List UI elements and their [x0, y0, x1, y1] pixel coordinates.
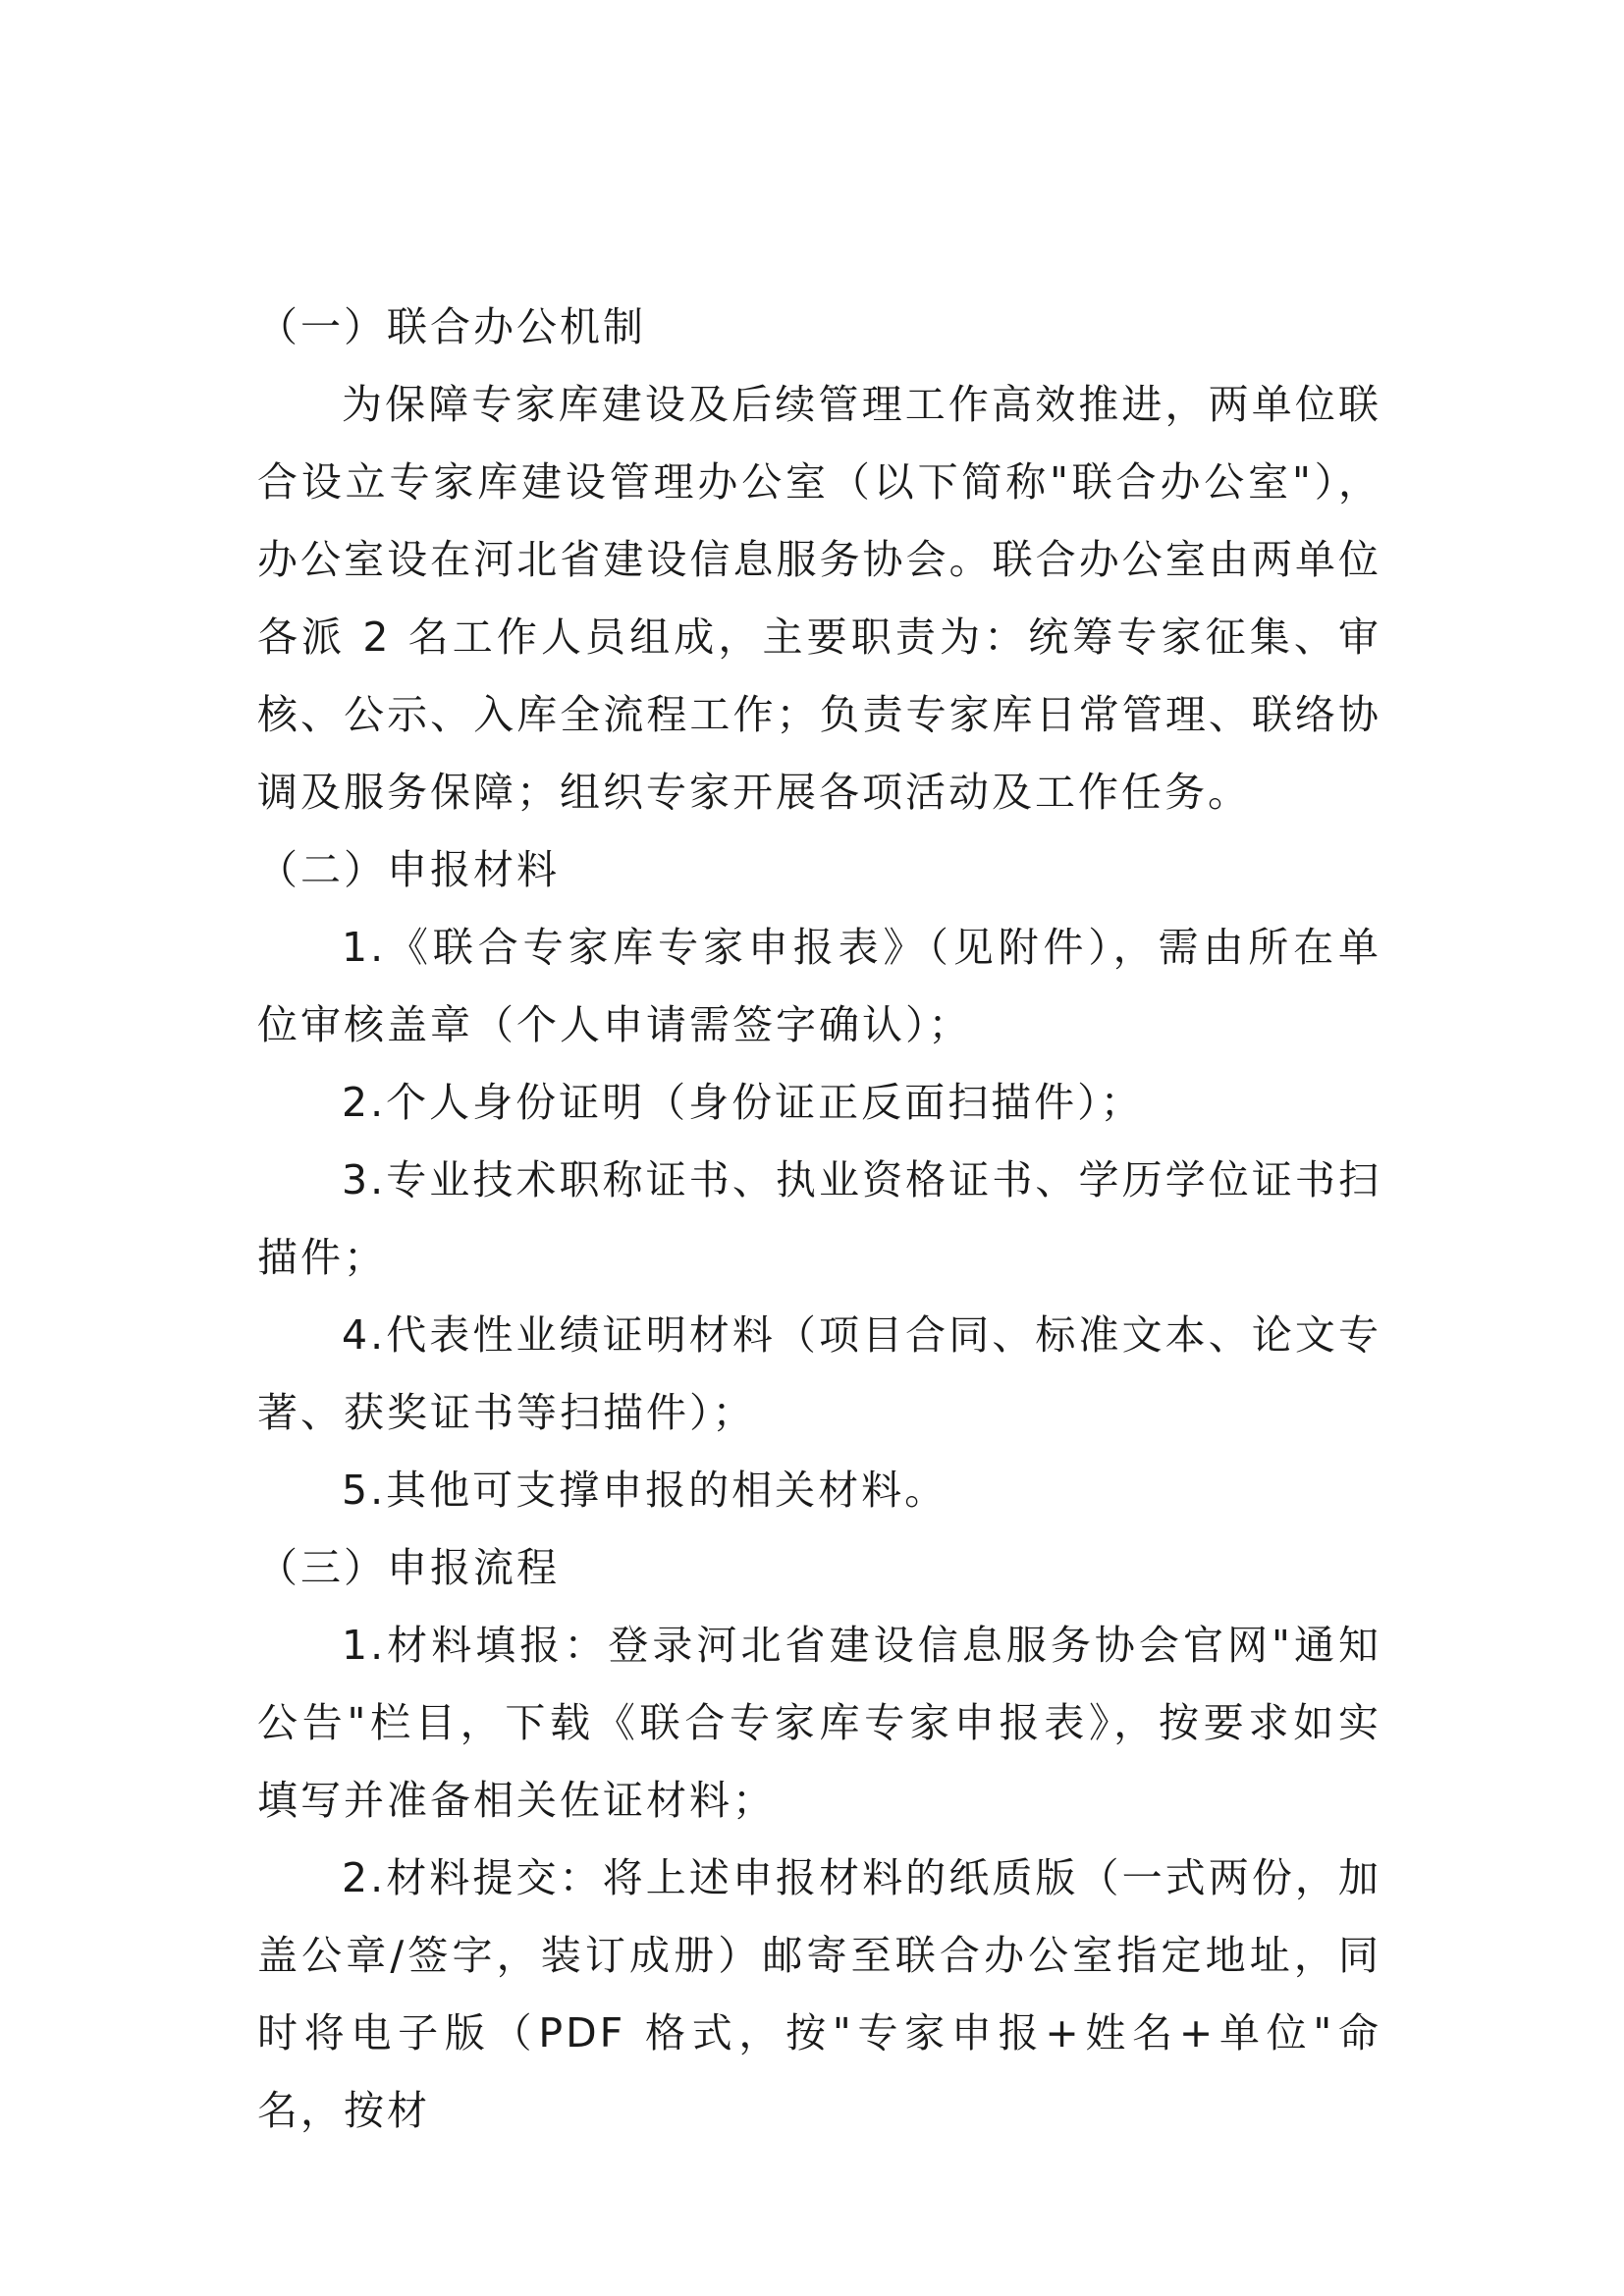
document-body: [257, 289, 1381, 2150]
process-step-2: 2.材料提交：将上述申报材料的纸质版（一式两份，加盖公章/签字，装订成册）邮寄至联合办公室指定地址，同时将电子版（PDF 格式，按"专家申报+姓名+单位"命名，按材: [257, 1854, 1381, 2134]
materials-item-4: 4.代表性业绩证明材料（项目合同、标准文本、论文专著、获奖证书等扫描件）；: [257, 1311, 1381, 1436]
materials-item-5: 5.其他可支撑申报的相关材料。: [342, 1467, 948, 1514]
materials-item-2: 2.个人身份证明（身份证正反面扫描件）；: [342, 1079, 1144, 1126]
materials-item-1: 1.《联合专家库专家申报表》（见附件），需由所在单位审核盖章（个人申请需签字确认）；: [257, 924, 1381, 1048]
joint-office-paragraph: 为保障专家库建设及后续管理工作高效推进，两单位联合设立专家库建设管理办公室（以下简称"联合办公室"），办公室设在河北省建设信息服务协会。联合办公室由两单位各派 2 名工作人员组成，主要职责为：统筹专家征集、审核、公示、入库全流程工作；负责专家库日常管理、联络协调及服务保障；组织专家开展各项活动及工作任务。: [257, 381, 1381, 816]
section-heading-materials: （二）申报材料: [257, 846, 560, 893]
section-heading-joint-office: （一）联合办公机制: [257, 303, 646, 350]
section-heading-process: （三）申报流程: [257, 1544, 560, 1591]
process-step-1: 1.材料填报：登录河北省建设信息服务协会官网"通知公告"栏目，下载《联合专家库专家申报表》，按要求如实填写并准备相关佐证材料；: [257, 1622, 1381, 1824]
materials-item-3: 3.专业技术职称证书、执业资格证书、学历学位证书扫描件；: [257, 1156, 1381, 1281]
